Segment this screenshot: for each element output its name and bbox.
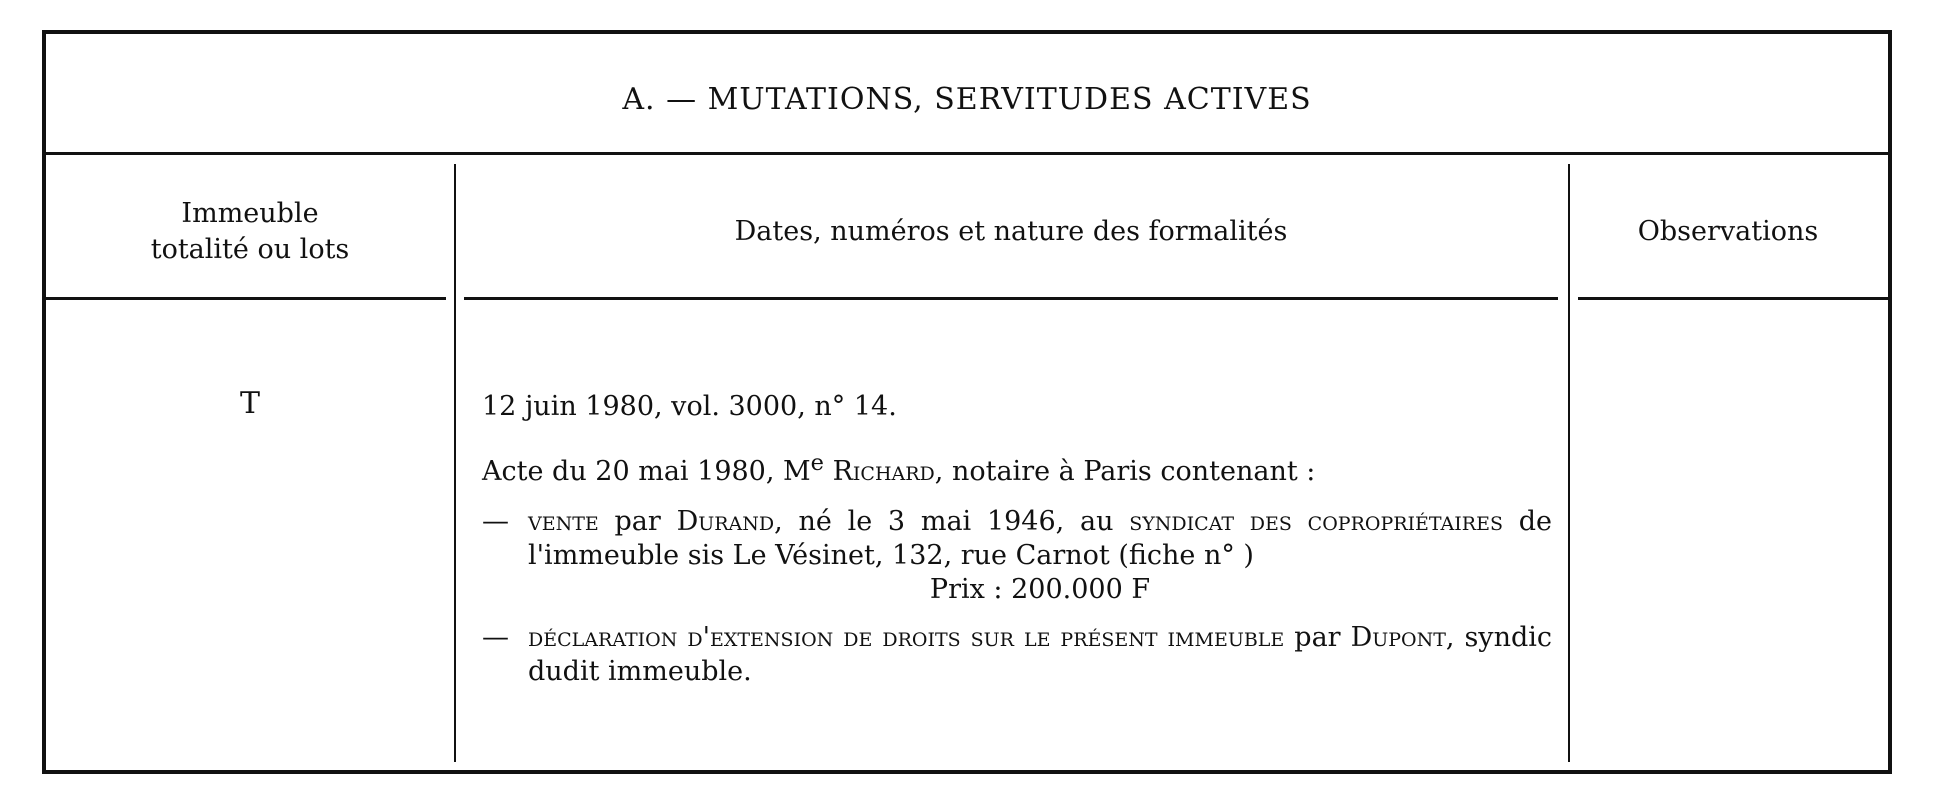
acte-line <box>482 446 1552 489</box>
keyword-declaration: déclaration d'extension de droits sur le présent immeuble <box>528 622 1285 653</box>
list-item-vente <box>482 505 1552 607</box>
declaration-text <box>528 621 1552 689</box>
list-item-declaration <box>482 621 1552 689</box>
header-observations: Observations <box>1637 216 1819 247</box>
acte-text-end: , notaire à Paris contenant : <box>934 456 1316 487</box>
vente-text <box>528 505 1552 607</box>
keyword-vente: vente <box>528 506 599 537</box>
header-formalites: Dates, numéros et nature des formalités <box>734 216 1288 247</box>
column-divider-2 <box>1568 164 1570 762</box>
syndic-name: Dupont <box>1350 622 1446 653</box>
title-divider <box>46 152 1888 155</box>
column-divider-1 <box>454 164 456 762</box>
price: Prix : 200.000 F <box>929 574 1151 605</box>
publication-reference: 12 juin 1980, vol. 3000, n° 14. <box>482 391 897 422</box>
formalites-cell <box>482 390 1552 703</box>
header-immeuble-line2: totalité ou lots <box>150 234 350 265</box>
text-par: par <box>598 506 677 537</box>
dash-marker: — <box>482 622 509 653</box>
keyword-syndicat: syndicat des copropriétaires <box>1129 506 1503 537</box>
dash-marker: — <box>482 506 509 537</box>
lot-cell: T <box>239 386 260 421</box>
notary-name: Richard <box>832 456 935 487</box>
section-title: A. — MUTATIONS, SERVITUDES ACTIVES <box>622 82 1312 117</box>
address-text: de l'immeuble sis Le Vésinet, 132, rue Carnot (fiche n° ) <box>528 506 1552 571</box>
birth-text: , né le 3 mai 1946, au <box>774 506 1130 537</box>
seller-name: Durand <box>676 506 775 537</box>
header-rule-col2 <box>464 297 1558 300</box>
acte-text: Acte du 20 mai 1980, M <box>482 456 811 487</box>
header-immeuble <box>46 196 454 268</box>
text-par: par <box>1284 622 1351 653</box>
syndic-text: , syndic dudit immeuble. <box>528 622 1552 687</box>
header-rule-col1 <box>46 297 446 300</box>
formalities-table <box>42 30 1892 774</box>
header-rule-col3 <box>1578 297 1888 300</box>
header-immeuble-line1: Immeuble <box>181 198 319 229</box>
maitre-superscript: e <box>810 450 824 476</box>
